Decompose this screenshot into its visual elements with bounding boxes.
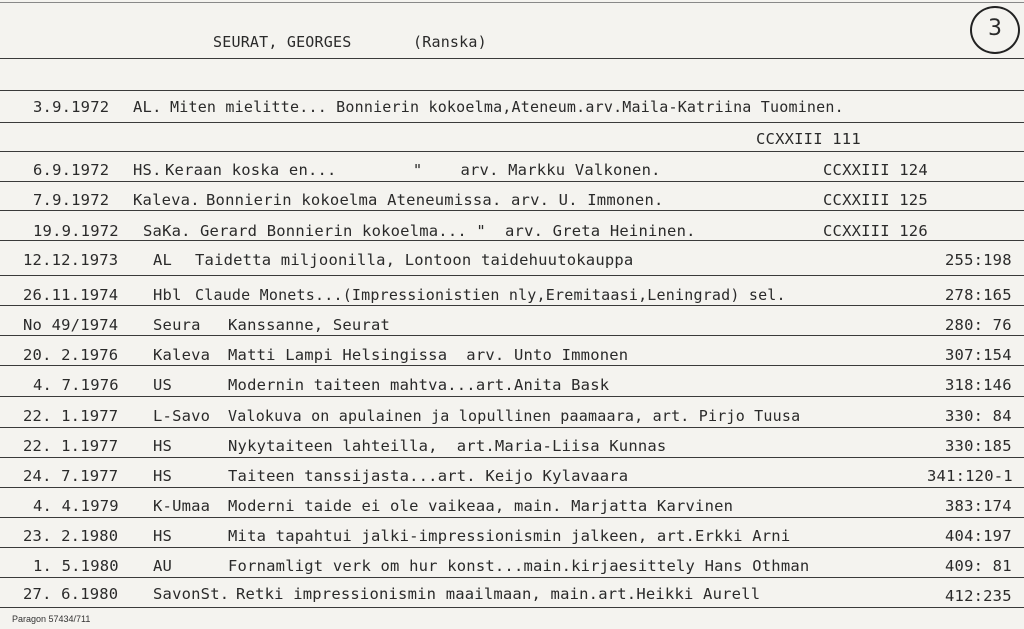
entry-source: HS <box>153 437 173 455</box>
entry-source: Kaleva <box>153 346 211 364</box>
entry-text: Fornamligt verk om hur konst...main.kirjaesittely Hans Othman <box>228 557 810 575</box>
entry-ref: CCXXIII 125 <box>823 191 928 209</box>
entry-text: Claude Monets...(Impressionistien nly,Eremitaasi,Leningrad) sel. <box>195 286 786 304</box>
entry-ref: 330: 84 <box>945 407 1012 425</box>
entry-source: AU <box>153 557 173 575</box>
entry-text: Modernin taiteen mahtva...art.Anita Bask <box>228 376 610 394</box>
entry-ref: CCXXIII 111 <box>756 130 861 148</box>
entry-date: 22. 1.1977 <box>23 407 119 425</box>
entry-text: Moderni taide ei ole vaikeaa, main. Marjatta Karvinen <box>228 497 734 515</box>
entry-ref: 255:198 <box>945 251 1012 269</box>
rule-line <box>0 181 1024 182</box>
entry-source: Seura <box>153 316 201 334</box>
entry-date: 3.9.1972 <box>33 98 110 116</box>
entry-date: 12.12.1973 <box>23 251 119 269</box>
entry-source: HS <box>153 467 173 485</box>
entry-text: Mita tapahtui jalki-impressionismin jalkeen, art.Erkki Arni <box>228 527 791 545</box>
artist-name: SEURAT, GEORGES <box>213 33 352 51</box>
entry-source: K-Umaa <box>153 497 211 515</box>
rule-line <box>0 305 1024 306</box>
entry-date: 20. 2.1976 <box>23 346 119 364</box>
entry-ref: 404:197 <box>945 527 1012 545</box>
entry-ref: CCXXIII 124 <box>823 161 928 179</box>
entry-source: SaKa. <box>143 222 191 240</box>
entry-ref: 341:120-1 <box>927 467 1013 485</box>
entry-date: 7.9.1972 <box>33 191 110 209</box>
entry-text: Retki impressionismin maailmaan, main.art.Heikki Aurell <box>236 585 761 603</box>
entry-date: 19.9.1972 <box>33 222 119 240</box>
entry-source: SavonSt. <box>153 585 230 603</box>
entry-date: 22. 1.1977 <box>23 437 119 455</box>
entry-date: No 49/1974 <box>23 316 119 334</box>
rule-line <box>0 122 1024 123</box>
entry-text: Matti Lampi Helsingissa arv. Unto Immonen <box>228 346 629 364</box>
rule-line <box>0 240 1024 241</box>
entry-ref: CCXXIII 126 <box>823 222 928 240</box>
entry-date: 23. 2.1980 <box>23 527 119 545</box>
entry-text: Gerard Bonnierin kokoelma... " arv. Greta Heininen. <box>200 222 696 240</box>
entry-text: Taiteen tanssijasta...art. Keijo Kylavaara <box>228 467 629 485</box>
entry-source: Kaleva. <box>133 191 200 209</box>
rule-line <box>0 487 1024 488</box>
rule-line <box>0 151 1024 152</box>
entry-date: 26.11.1974 <box>23 286 119 304</box>
entry-ref: 318:146 <box>945 376 1012 394</box>
entry-date: 27. 6.1980 <box>23 585 119 603</box>
entry-ref: 330:185 <box>945 437 1012 455</box>
entry-ref: 409: 81 <box>945 557 1012 575</box>
entry-date: 6.9.1972 <box>33 161 110 179</box>
rule-line <box>0 90 1024 91</box>
rule-line <box>0 396 1024 397</box>
entry-text: Bonnierin kokoelma Ateneumissa. arv. U. Immonen. <box>206 191 664 209</box>
rule-line <box>0 517 1024 518</box>
entry-source: AL <box>153 251 173 269</box>
entry-source: HS <box>153 527 173 545</box>
rule-line <box>0 2 1024 3</box>
rule-line <box>0 457 1024 458</box>
entry-date: 24. 7.1977 <box>23 467 119 485</box>
entry-date: 1. 5.1980 <box>33 557 119 575</box>
card-number: 3 <box>970 6 1020 54</box>
entry-ref: 280: 76 <box>945 316 1012 334</box>
entry-date: 4. 7.1976 <box>33 376 119 394</box>
rule-line <box>0 58 1024 59</box>
entry-text: Kanssanne, Seurat <box>228 316 391 334</box>
rule-line <box>0 427 1024 428</box>
rule-line <box>0 210 1024 211</box>
entry-source: Hbl <box>153 286 182 304</box>
printer-mark: Paragon 57434/711 <box>12 614 91 624</box>
entry-ref: 412:235 <box>945 587 1012 605</box>
entry-source: HS. <box>133 161 162 179</box>
entry-text: Valokuva on apulainen ja lopullinen paamaara, art. Pirjo Tuusa <box>228 407 801 425</box>
artist-country: (Ranska) <box>413 33 487 51</box>
entry-text: Keraan koska en... " arv. Markku Valkonen. <box>165 161 661 179</box>
entry-source: L-Savo <box>153 407 211 425</box>
entry-date: 4. 4.1979 <box>33 497 119 515</box>
rule-line <box>0 275 1024 276</box>
rule-line <box>0 335 1024 336</box>
entry-ref: 278:165 <box>945 286 1012 304</box>
entry-ref: 307:154 <box>945 346 1012 364</box>
entry-source: AL. <box>133 98 162 116</box>
rule-line <box>0 577 1024 578</box>
rule-line <box>0 607 1024 608</box>
entry-text: Miten mielitte... Bonnierin kokoelma,Ateneum.arv.Maila-Katriina Tuominen. <box>170 98 844 116</box>
entry-text: Taidetta miljoonilla, Lontoon taidehuutokauppa <box>195 251 634 269</box>
entry-text: Nykytaiteen lahteilla, art.Maria-Liisa Kunnas <box>228 437 667 455</box>
entry-ref: 383:174 <box>945 497 1012 515</box>
rule-line <box>0 365 1024 366</box>
entry-source: US <box>153 376 173 394</box>
rule-line <box>0 547 1024 548</box>
